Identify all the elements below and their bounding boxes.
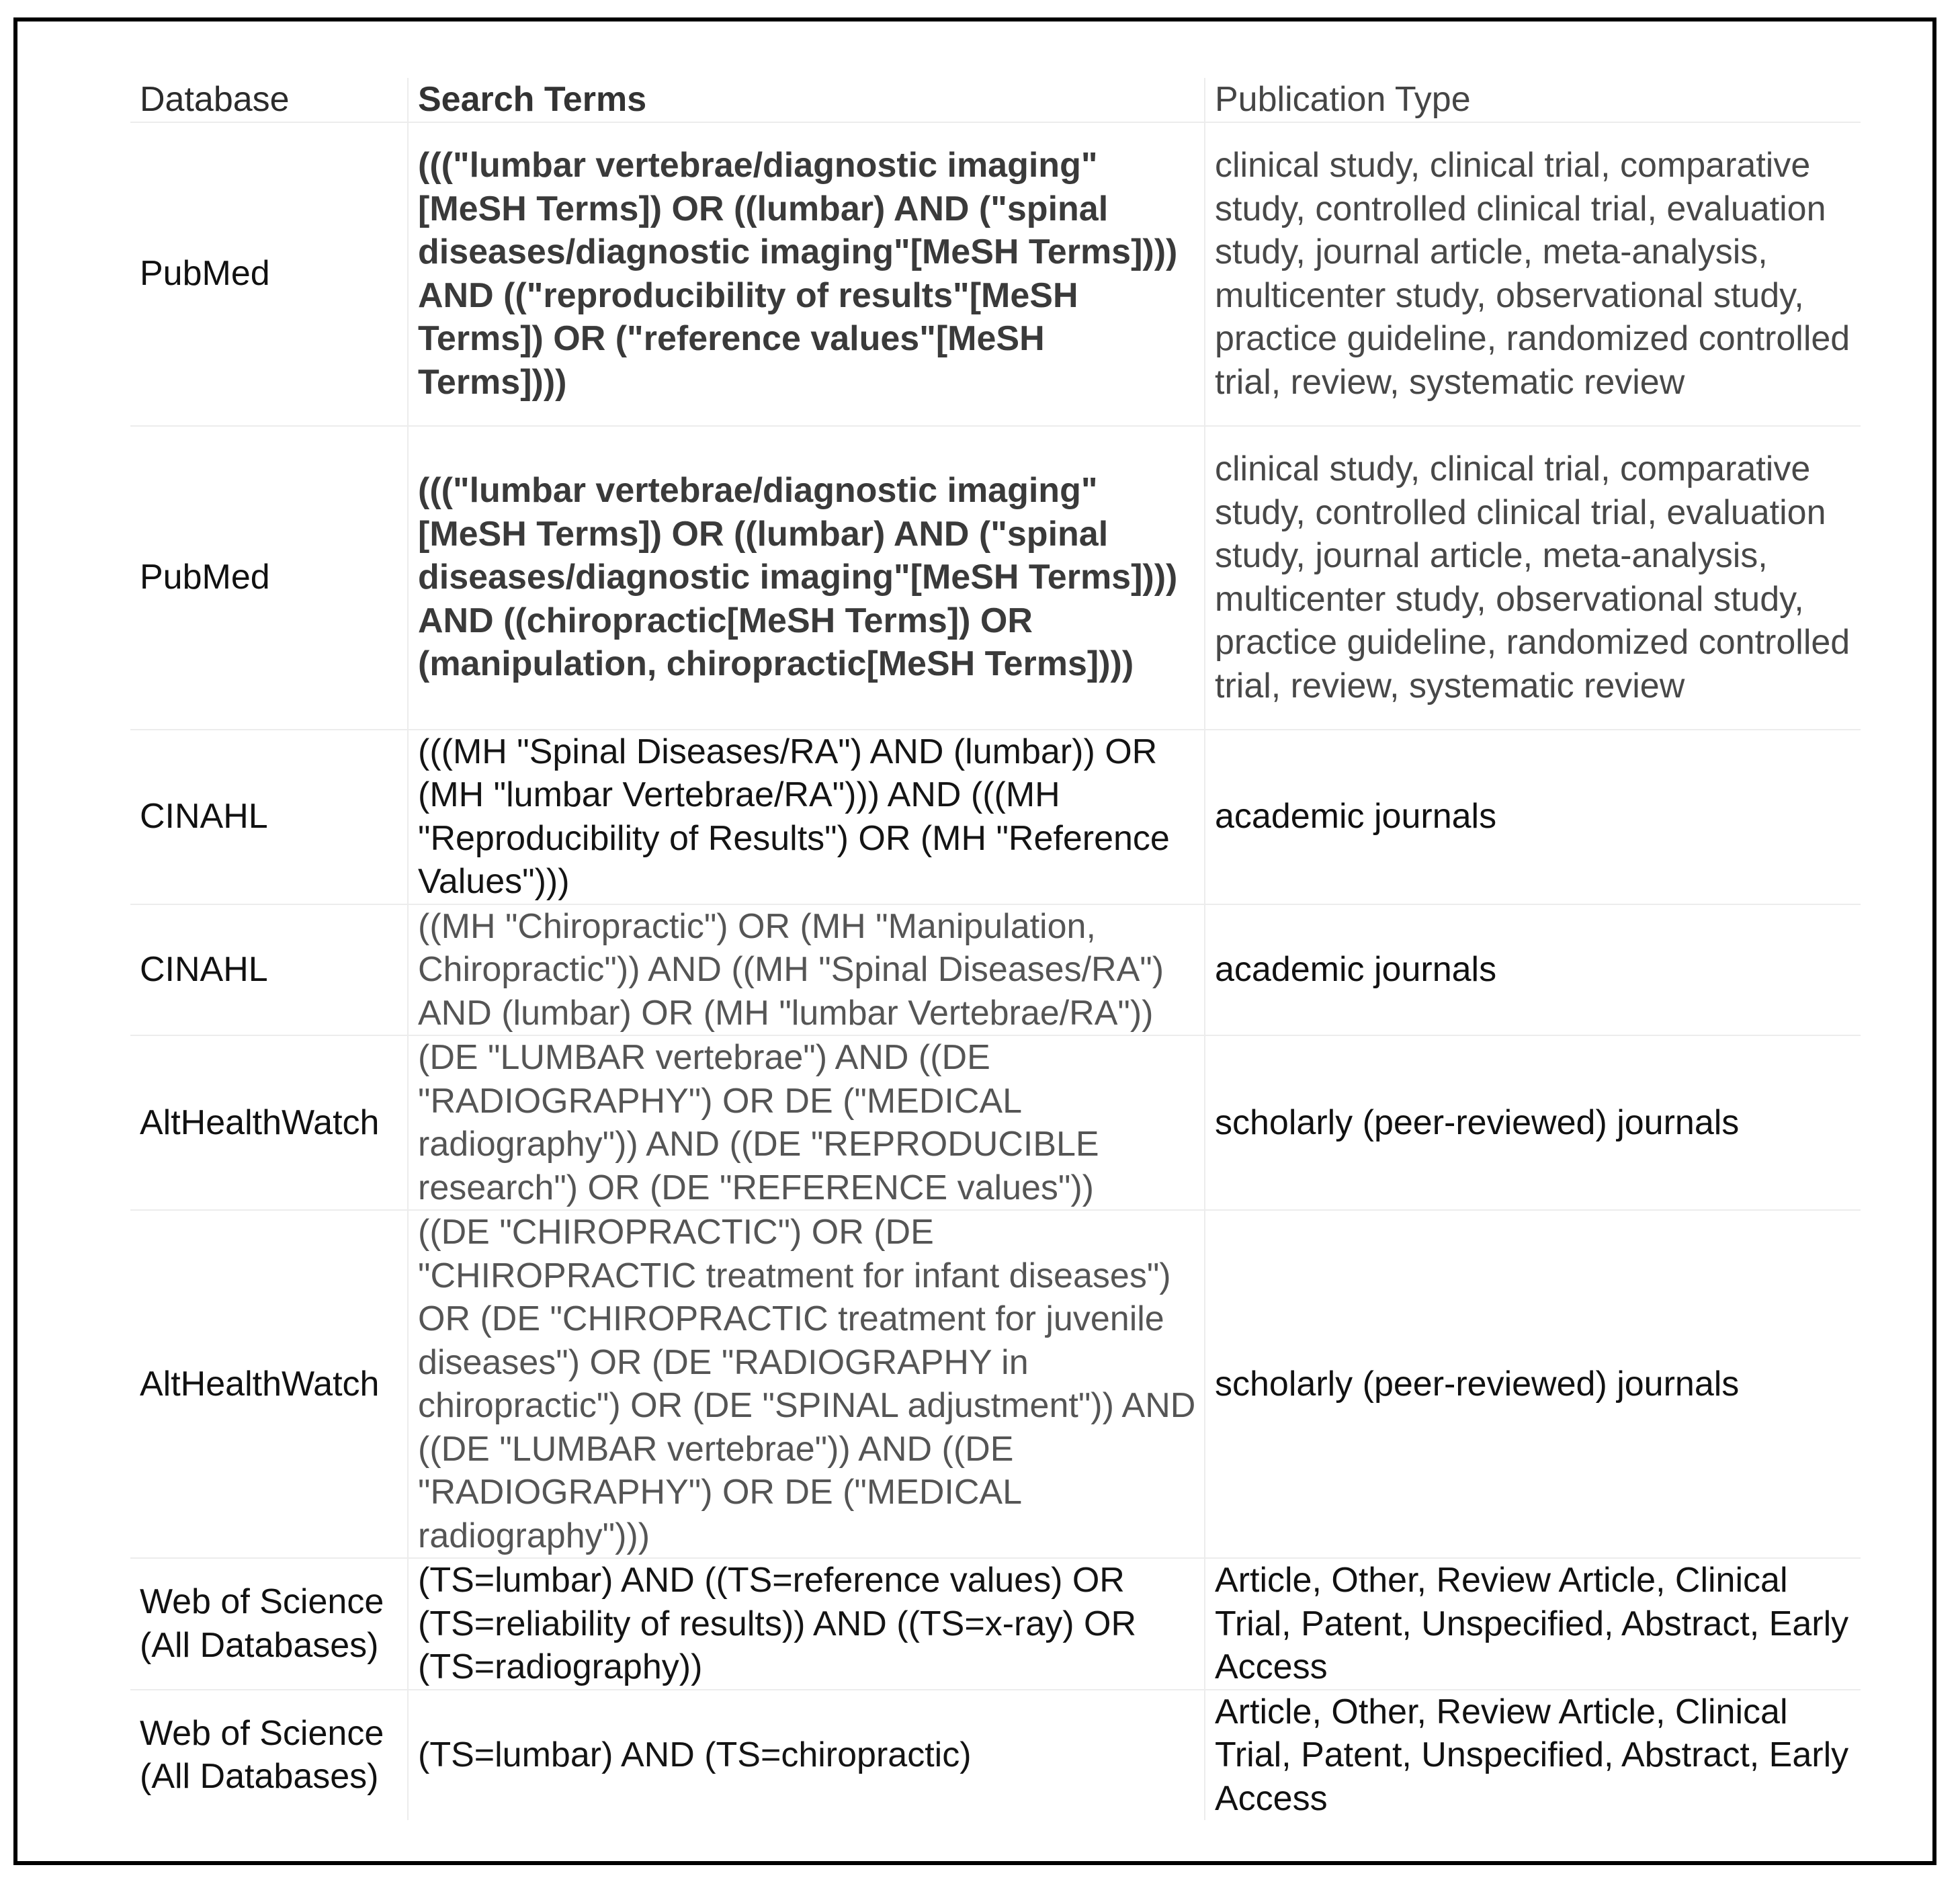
publication-type-cell: academic journals — [1205, 904, 1861, 1036]
table-row — [130, 904, 1861, 1036]
table-row — [130, 1690, 1861, 1821]
publication-type-cell: scholarly (peer-reviewed) journals — [1205, 1035, 1861, 1210]
table-row — [130, 1210, 1861, 1558]
publication-type-cell: clinical study, clinical trial, comparative study, controlled clinical trial, evaluation study, journal article, meta-analysis, multicenter study, observational study, practice guideline, randomized controlled trial, review, systematic review — [1205, 122, 1861, 426]
table-header-row — [130, 78, 1861, 122]
search-terms-cell: ((("lumbar vertebrae/diagnostic imaging"[MeSH Terms]) OR ((lumbar) AND ("spinal diseases/diagnostic imaging"[MeSH Terms]))) AND (("reproducibility of results"[MeSH Terms]) OR ("reference values"[MeSH Terms]))) — [408, 122, 1205, 426]
header-publication-type: Publication Type — [1205, 78, 1861, 122]
database-cell: PubMed — [130, 122, 408, 426]
figure-frame — [13, 17, 1936, 1865]
table-row — [130, 426, 1861, 730]
header-search-terms: Search Terms — [408, 78, 1205, 122]
publication-type-cell: Article, Other, Review Article, Clinical Trial, Patent, Unspecified, Abstract, Early Access — [1205, 1558, 1861, 1690]
search-strategy-table — [130, 78, 1861, 1820]
publication-type-cell: Article, Other, Review Article, Clinical Trial, Patent, Unspecified, Abstract, Early Access — [1215, 1692, 1849, 1818]
table-row — [130, 122, 1861, 426]
database-cell: AltHealthWatch — [130, 1210, 408, 1558]
table-row — [130, 730, 1861, 904]
publication-type-cell: scholarly (peer-reviewed) journals — [1205, 1210, 1861, 1558]
table-row — [130, 1558, 1861, 1690]
database-cell: CINAHL — [130, 904, 408, 1036]
search-terms-cell: (DE "LUMBAR vertebrae") AND ((DE "RADIOGRAPHY") OR DE ("MEDICAL radiography")) AND ((DE "REPRODUCIBLE research") OR (DE "REFERENCE values")) — [408, 1035, 1205, 1210]
search-terms-cell: ((MH "Chiropractic") OR (MH "Manipulation, Chiropractic")) AND ((MH "Spinal Diseases/RA") AND (lumbar) OR (MH "lumbar Vertebrae/RA")) — [408, 904, 1205, 1036]
table-row — [130, 1035, 1861, 1210]
database-cell: CINAHL — [130, 730, 408, 904]
search-terms-cell: (((MH "Spinal Diseases/RA") AND (lumbar)) OR (MH "lumbar Vertebrae/RA"))) AND (((MH "Reproducibility of Results") OR (MH "Reference Values"))) — [408, 730, 1205, 904]
database-cell: AltHealthWatch — [130, 1035, 408, 1210]
publication-type-cell: academic journals — [1205, 730, 1861, 904]
search-terms-cell: ((DE "CHIROPRACTIC") OR (DE "CHIROPRACTIC treatment for infant diseases") OR (DE "CHIROPRACTIC treatment for juvenile diseases") OR (DE "RADIOGRAPHY in chiropractic") OR (DE "SPINAL adjustment")) AND ((DE "LUMBAR vertebrae")) AND ((DE "RADIOGRAPHY") OR DE ("MEDICAL radiography"))) — [408, 1210, 1205, 1558]
database-cell: Web of Science (All Databases) — [130, 1558, 408, 1690]
search-terms-cell: (TS=lumbar) AND (TS=chiropractic) — [408, 1690, 1205, 1821]
database-cell: Web of Science (All Databases) — [130, 1690, 408, 1821]
publication-type-cell: clinical study, clinical trial, comparative study, controlled clinical trial, evaluation study, journal article, meta-analysis, multicenter study, observational study, practice guideline, randomized controlled trial, review, systematic review — [1205, 426, 1861, 730]
search-terms-cell: ((("lumbar vertebrae/diagnostic imaging"[MeSH Terms]) OR ((lumbar) AND ("spinal diseases/diagnostic imaging"[MeSH Terms]))) AND ((chiropractic[MeSH Terms]) OR (manipulation, chiropractic[MeSH Terms]))) — [408, 426, 1205, 730]
database-cell: PubMed — [130, 426, 408, 730]
search-terms-cell: (TS=lumbar) AND ((TS=reference values) OR (TS=reliability of results)) AND ((TS=x-ray) OR (TS=radiography)) — [408, 1558, 1205, 1690]
header-database: Database — [130, 78, 408, 122]
